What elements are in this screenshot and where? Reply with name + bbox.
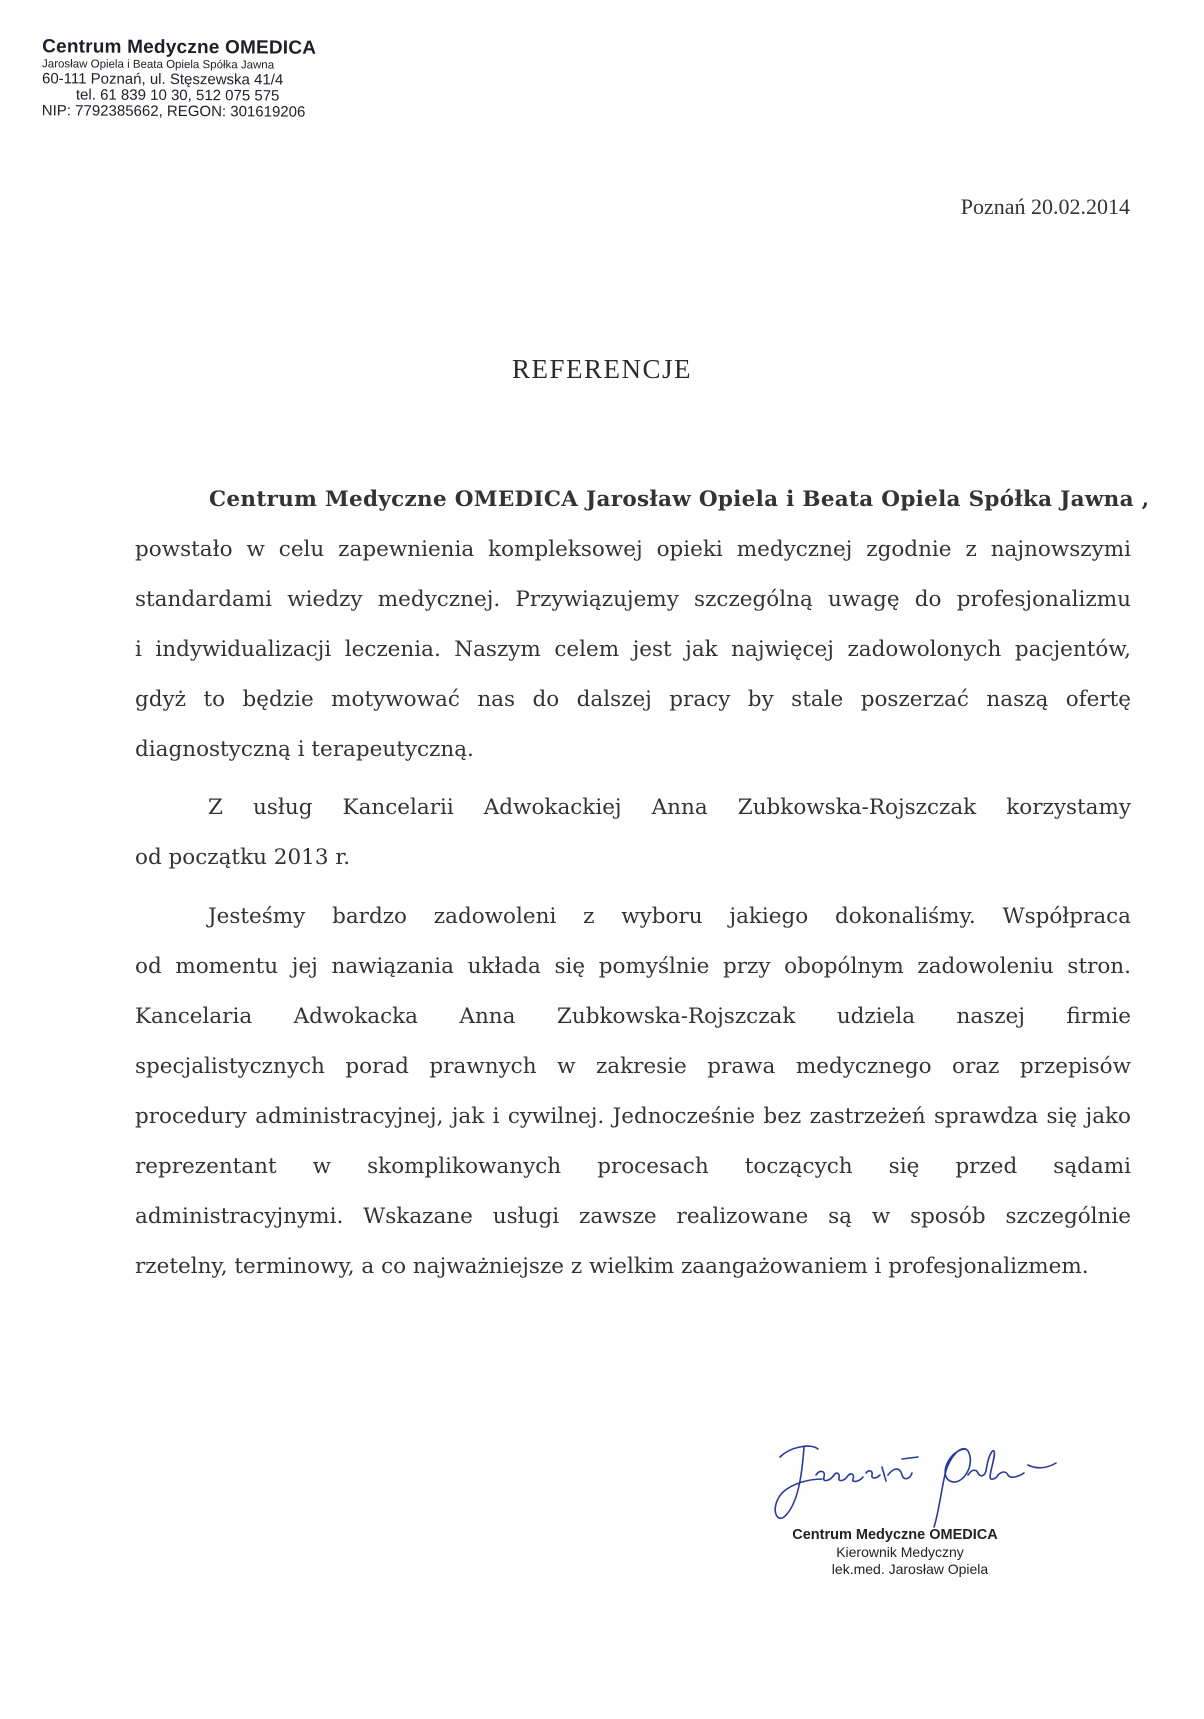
paragraph-cooperation: [135, 892, 1131, 1292]
paragraph-line: reprezentant w skomplikowanych procesach toczących się przed sądami: [135, 1154, 1131, 1179]
letterhead-name: Centrum Medyczne OMEDICA: [42, 36, 317, 59]
paragraph-line: procedury administracyjnej, jak i cywilnej. Jednocześnie bez zastrzeżeń sprawdza się jako: [135, 1104, 1131, 1129]
letterhead-owners: Jarosław Opiela i Beata Opiela Spółka Jawna: [42, 58, 275, 72]
paragraph-line: powstało w celu zapewnienia kompleksowej opieki medycznej zgodnie z najnowszymi: [135, 537, 1131, 562]
letter-title: REFERENCJE: [511, 354, 693, 384]
paragraph-line: Z usług Kancelarii Adwokackiej Anna Zubkowska-Rojszczak korzystamy: [208, 795, 1131, 820]
signature-stamp-line-3: lek.med. Jarosław Opiela: [831, 1560, 989, 1577]
paragraph-line: Kancelaria Adwokacka Anna Zubkowska-Rojszczak udziela naszej firmie: [135, 1004, 1131, 1029]
paragraph-line: od momentu jej nawiązania układa się pomyślnie przy obopólnym zadowoleniu stron.: [135, 954, 1131, 979]
paragraph-line: rzetelny, terminowy, a co najważniejsze z wielkim zaangażowaniem i profesjonalizmem.: [135, 1254, 1089, 1279]
paragraph-line: i indywidualizacji leczenia. Naszym celem jest jak najwięcej zadowolonych pacjentów,: [135, 637, 1131, 662]
signature-stamp-line-1: Centrum Medyczne OMEDICA: [792, 1527, 998, 1543]
letter-body: [135, 475, 1150, 1292]
letterhead-phone: tel. 61 839 10 30, 512 075 575: [75, 86, 280, 105]
paragraph-line: standardami wiedzy medycznej. Przywiązujemy szczególną uwagę do profesjonalizmu: [135, 587, 1131, 612]
letterhead-stamp: [42, 37, 316, 120]
paragraph-line: specjalistycznych porad prawnych w zakresie prawa medycznego oraz przepisów: [135, 1054, 1131, 1079]
paragraph-services: [135, 783, 1131, 883]
letterhead-address: 60-111 Poznań, ul. Stęszewska 41/4: [41, 70, 284, 89]
paragraph-line: Jesteśmy bardzo zadowoleni z wyboru jakiego dokonaliśmy. Współpraca: [208, 904, 1131, 929]
signature-stamp-line-2: Kierownik Medyczny: [836, 1544, 964, 1561]
paragraph-line: od początku 2013 r.: [135, 845, 351, 870]
paragraph-line: Centrum Medyczne OMEDICA Jarosław Opiela i Beata Opiela Spółka Jawna ,: [209, 487, 1150, 512]
handwritten-signature: [770, 1435, 1070, 1535]
letterhead-ids: NIP: 7792385662, REGON: 301619206: [41, 101, 306, 121]
signature-drawing: [770, 1435, 1070, 1535]
paragraph-intro: [135, 475, 1150, 775]
paragraph-line: administracyjnymi. Wskazane usługi zawsze realizowane są w sposób szczególnie: [135, 1204, 1131, 1229]
paragraph-line: diagnostyczną i terapeutyczną.: [135, 737, 474, 762]
paragraph-line: gdyż to będzie motywować nas do dalszej pracy by stale poszerzać naszą ofertę: [135, 687, 1131, 712]
signature-stamp: [760, 1527, 1030, 1577]
letter-date: Poznań 20.02.2014: [960, 194, 1130, 219]
